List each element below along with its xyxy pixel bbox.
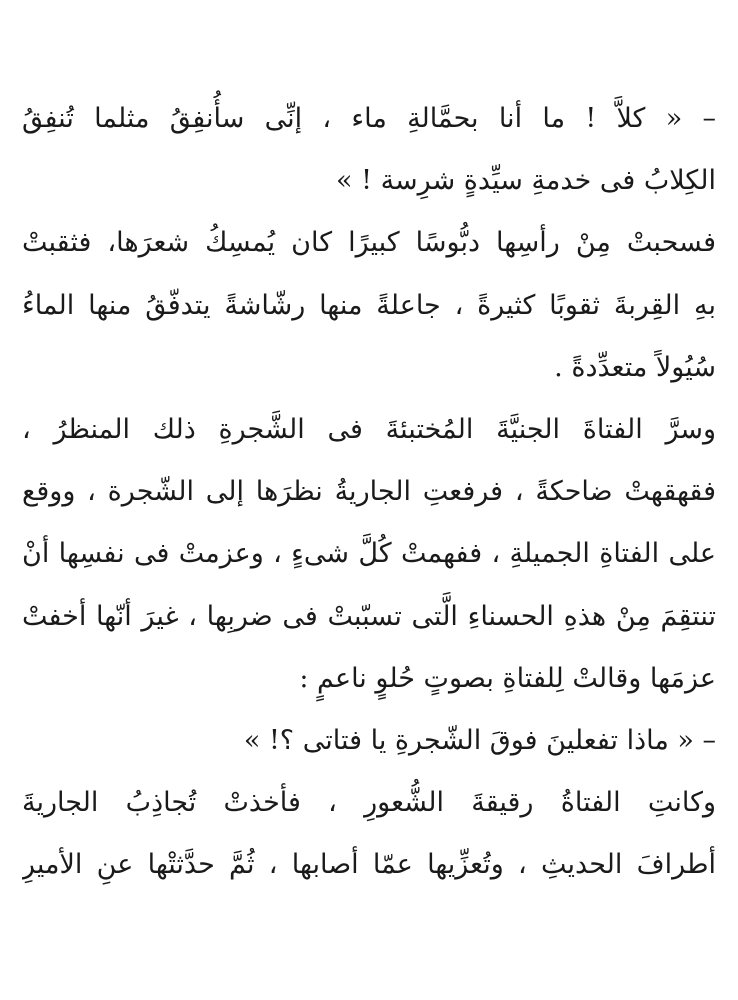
text-line-6: وسرَّ الفتاةَ الجنيَّةَ المُختبئةَ فى الشَّجرةِ ذلك المنظرُ ، (22, 413, 716, 445)
text-line-11: – « ماذا تفعلينَ فوقَ الشّجرةِ يا فتاتى ؟! » (243, 724, 716, 756)
text-line-13: أطرافَ الحديثِ ، وتُعزِّيها عمّا أصابها ، ثُمَّ حدَّثتْها عنِ الأميرِ (22, 849, 716, 881)
text-line-2: الكِلابُ فى خدمةِ سيِّدةٍ شرِسة ! » (336, 165, 716, 197)
text-line-9: تنتقِمَ مِنْ هذهِ الحسناءِ الَّتى تسبّبتْ فى ضربِها ، غيرَ أنّها أخفتْ (22, 600, 716, 632)
text-line-3: فسحبتْ مِنْ رأسِها دبُّوسًا كبيرًا كان يُمسِكُ شعرَها، فثقبتْ (22, 227, 716, 259)
text-line-4: بهِ القِربةَ ثقوبًا كثيرةً ، جاعلةً منها رشّاشةً يتدفّقُ منها الماءُ (22, 289, 716, 321)
text-line-10: عزمَها وقالتْ لِلفتاةِ بصوتٍ حُلوٍ ناعمٍ : (299, 662, 716, 694)
text-line-1: – « كلاَّ ! ما أنا بحمَّالةِ ماء ، إنِّى سأُنفِقُ مثلما تُنفِقُ (22, 103, 716, 134)
text-line-8: على الفتاةِ الجميلةِ ، ففهمتْ كُلَّ شىءٍ ، وعزمتْ فى نفسِها أنْ (22, 538, 716, 570)
text-line-12: وكانتِ الفتاةُ رقيقةَ الشُّعورِ ، فأخذتْ تُجاذِبُ الجاريةَ (22, 787, 716, 819)
text-line-5: سُيُولاً متعدِّدةً . (554, 351, 716, 383)
text-line-7: فقهقهتْ ضاحكةً ، فرفعتِ الجاريةُ نظرَها إلى الشّجرة ، ووقع (22, 476, 716, 508)
arabic-text-block (22, 88, 716, 896)
